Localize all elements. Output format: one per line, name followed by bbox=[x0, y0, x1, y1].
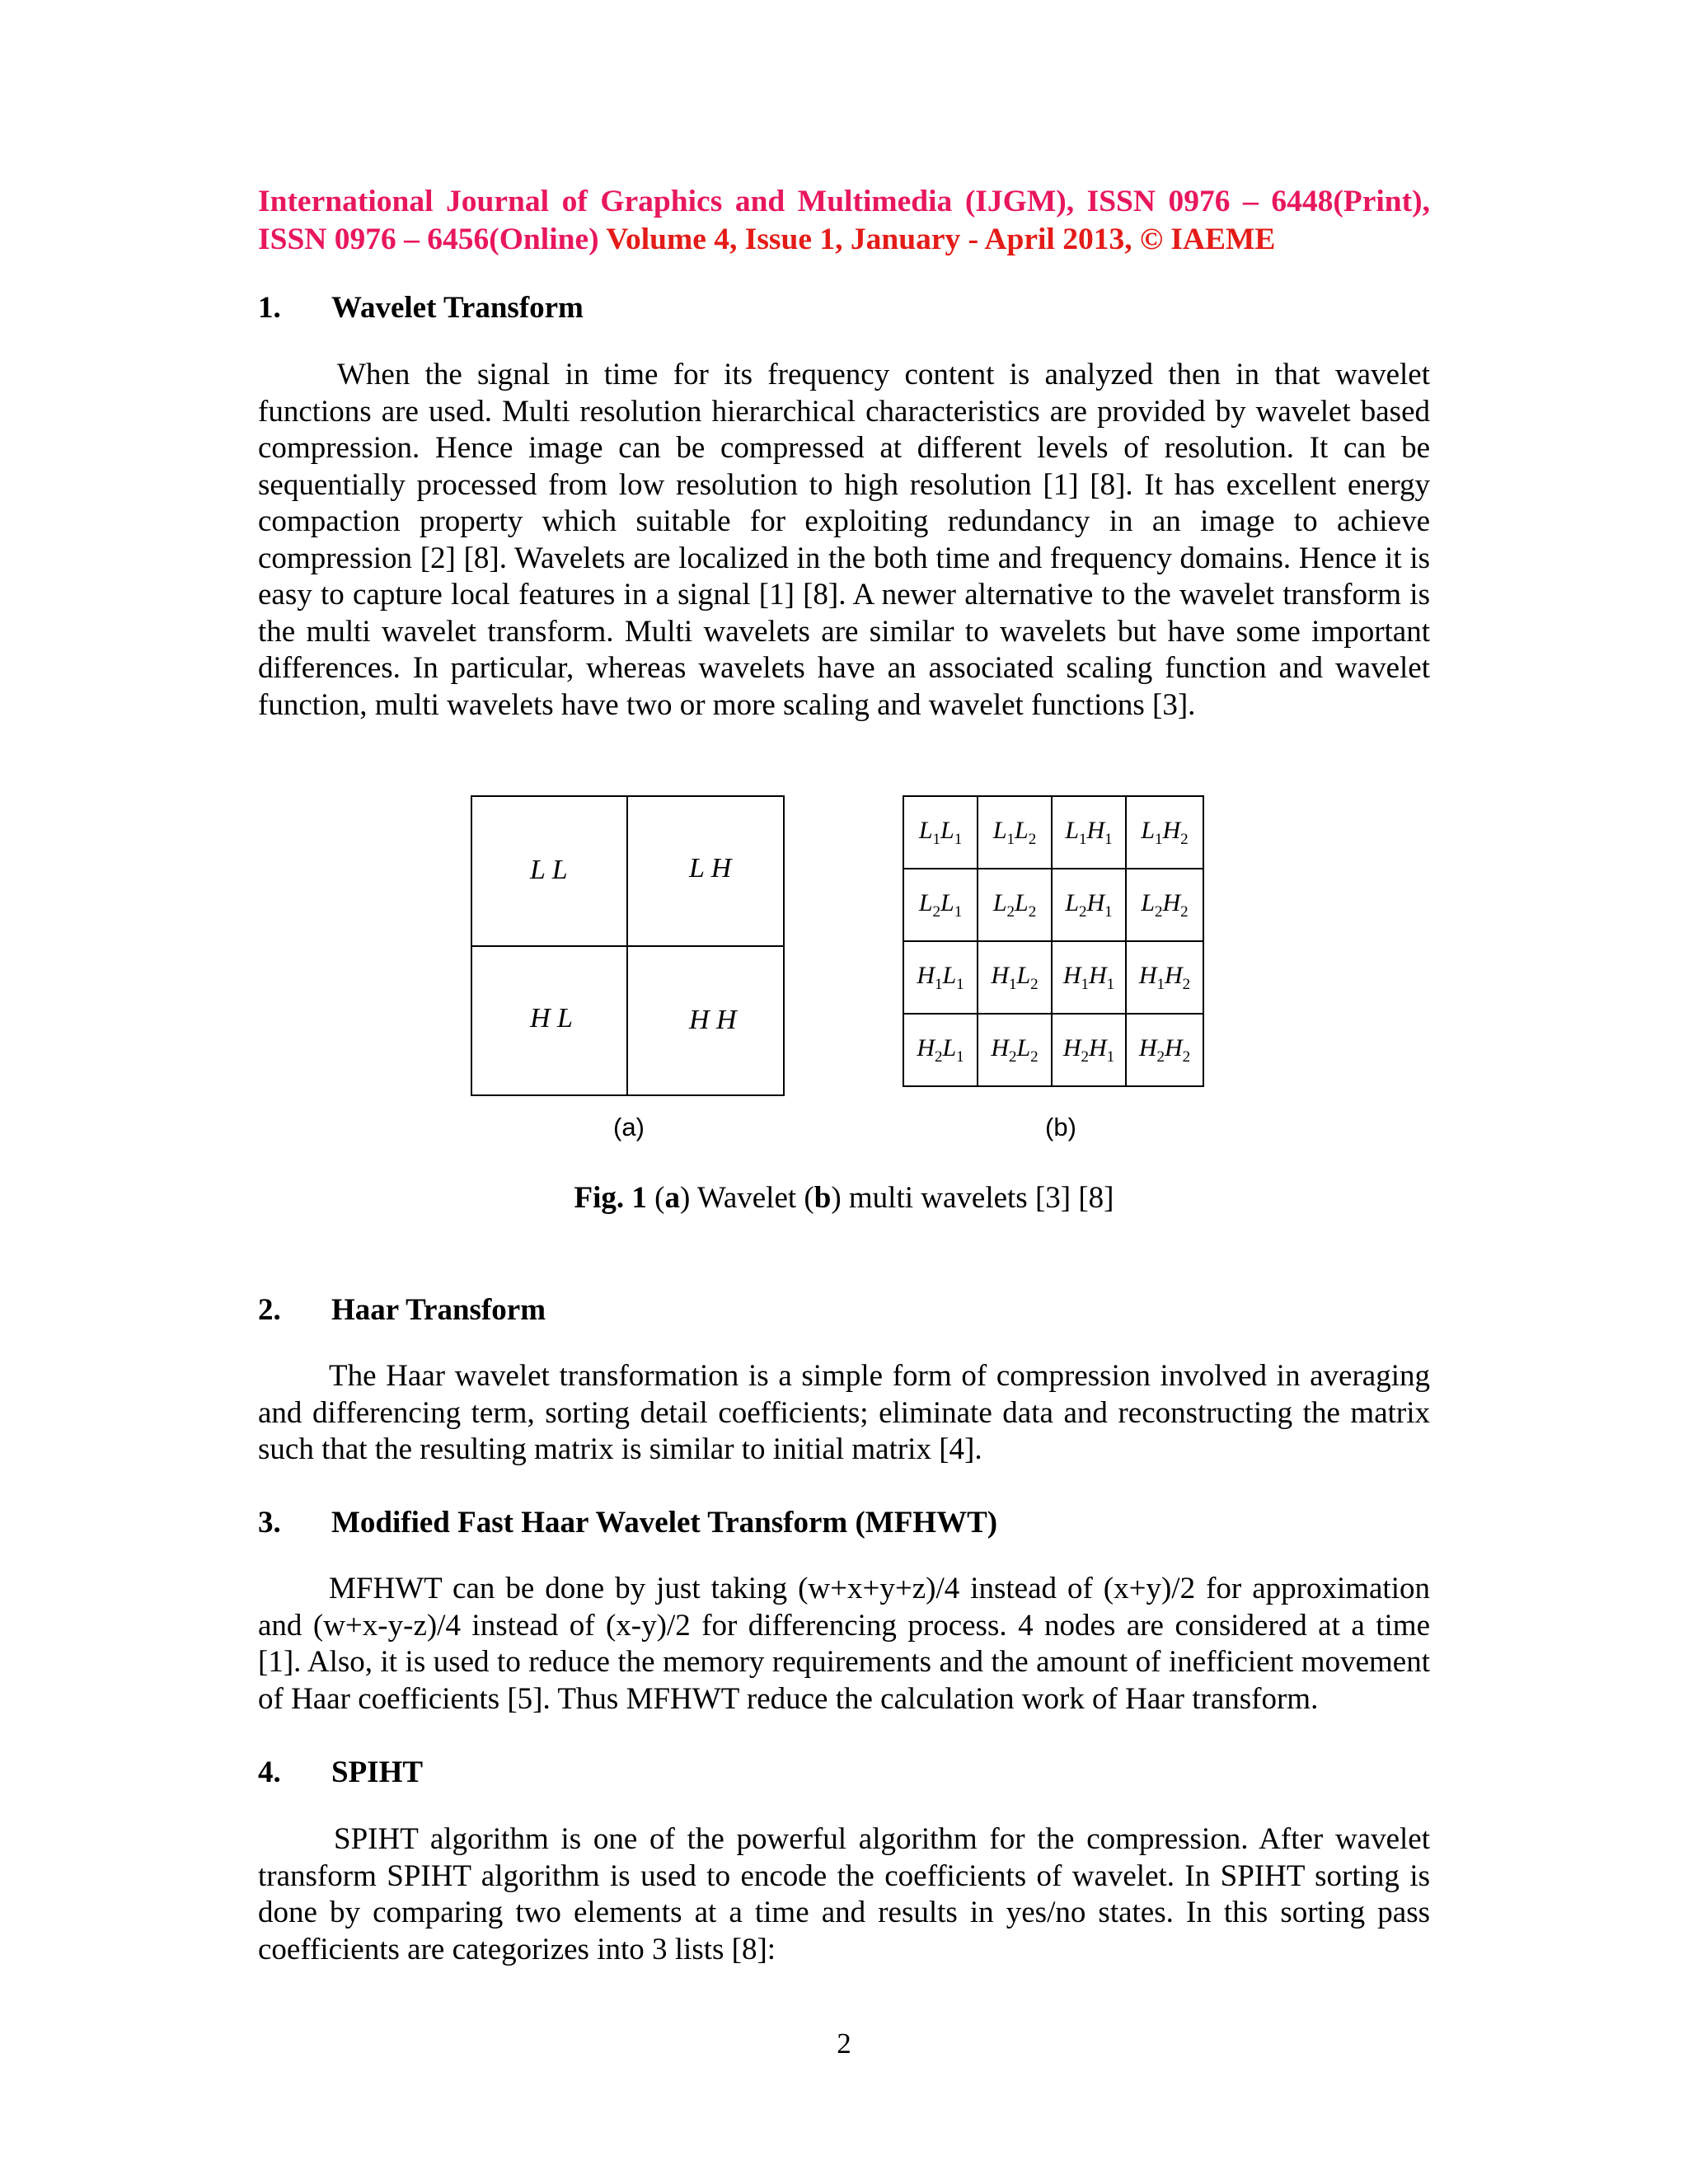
subband-row bbox=[903, 869, 1203, 941]
text-line: function, multi wavelets have two or more scaling and wavelet functions [3]. bbox=[258, 687, 1196, 722]
section-number: 4. bbox=[258, 1755, 281, 1789]
subband-cell: $H_2L_2$ bbox=[978, 1014, 1052, 1086]
section-2-paragraph bbox=[258, 1358, 1430, 1469]
section-4-heading bbox=[258, 1755, 423, 1791]
section-number: 2. bbox=[258, 1293, 281, 1327]
text-line: compression [2] [8]. Wavelets are localized in the both time and frequency domains. Hence it is bbox=[258, 541, 1430, 575]
header-volume: Volume 4, Issue 1, January - April 2013, © IAEME bbox=[606, 223, 1276, 256]
text-line: The Haar wavelet transformation is a simple form of compression involved in averaging bbox=[329, 1359, 1430, 1393]
subband-row bbox=[903, 1014, 1203, 1086]
section-1-heading bbox=[258, 290, 584, 326]
subband-ll: L L bbox=[530, 855, 568, 885]
caption-b: b bbox=[814, 1181, 832, 1215]
subband-cell: $H_1L_1$ bbox=[903, 941, 978, 1014]
figure-caption bbox=[0, 1180, 1688, 1216]
text-line: compression. Hence image can be compressed at different levels of resolution. It can be bbox=[258, 431, 1430, 465]
subband-hl: H L bbox=[530, 1003, 573, 1033]
subband-hh: H H bbox=[689, 1005, 737, 1035]
text-line: functions are used. Multi resolution hierarchical characteristics are provided by wavelet based bbox=[258, 394, 1430, 429]
section-number: 3. bbox=[258, 1506, 281, 1540]
page-number: 2 bbox=[837, 2027, 851, 2060]
caption-fig-number: Fig. 1 bbox=[574, 1181, 647, 1215]
caption-text: ) multi wavelets [3] [8] bbox=[831, 1181, 1114, 1215]
subband-cell: $L_2H_1$ bbox=[1052, 869, 1126, 941]
text-line: differences. In particular, whereas wavelets have an associated scaling function and wavelet bbox=[258, 651, 1430, 685]
text-line: [1]. Also, it is used to reduce the memory requirements and the amount of inefficient movement bbox=[258, 1645, 1430, 1679]
section-1-paragraph bbox=[258, 357, 1430, 724]
text-line: and differencing term, sorting detail coefficients; eliminate data and reconstructing the matrix bbox=[258, 1395, 1430, 1430]
text-line: MFHWT can be done by just taking (w+x+y+z)/4 instead of (x+y)/2 for approximation bbox=[329, 1572, 1430, 1605]
subband-cell: $L_1H_1$ bbox=[1052, 796, 1126, 869]
text-line: done by comparing two elements at a time and results in yes/no states. In this sorting pass bbox=[258, 1896, 1430, 1929]
text-line: compaction property which suitable for exploiting redundancy in an image to achieve bbox=[258, 504, 1430, 538]
wavelet-diagram bbox=[471, 795, 785, 1096]
section-2-heading bbox=[258, 1292, 546, 1329]
text-line: sequentially processed from low resolution to high resolution [1] [8]. It has excellent energy bbox=[258, 467, 1430, 502]
text-line: such that the resulting matrix is similar to initial matrix [4]. bbox=[258, 1432, 982, 1466]
text-line: SPIHT algorithm is one of the powerful algorithm for the compression. After wavelet bbox=[334, 1822, 1430, 1856]
subband-cell: $L_2L_2$ bbox=[978, 869, 1052, 941]
section-3-heading bbox=[258, 1505, 997, 1541]
subband-cell: $H_1H_1$ bbox=[1052, 941, 1126, 1014]
subband-cell: $H_2L_1$ bbox=[903, 1014, 978, 1086]
text-line: of Haar coefficients [5]. Thus MFHWT reduce the calculation work of Haar transform. bbox=[258, 1681, 1319, 1716]
section-title: Haar Transform bbox=[331, 1293, 546, 1327]
journal-header bbox=[258, 183, 1430, 259]
subband-cell: $H_2H_2$ bbox=[1126, 1014, 1203, 1086]
subband-cell: $L_1H_2$ bbox=[1126, 796, 1203, 869]
section-title: SPIHT bbox=[331, 1755, 424, 1789]
subband-cell: $L_1L_1$ bbox=[903, 796, 978, 869]
section-3-paragraph bbox=[258, 1571, 1430, 1718]
subband-lh: L H bbox=[689, 853, 732, 883]
text-line: When the signal in time for its frequency content is analyzed then in that wavelet bbox=[337, 358, 1430, 391]
multiwavelet-diagram bbox=[903, 795, 1204, 1087]
section-title: Wavelet Transform bbox=[331, 291, 584, 325]
text-line: the multi wavelet transform. Multi wavelets are similar to wavelets but have some important bbox=[258, 614, 1430, 649]
subband-cell: $L_2L_1$ bbox=[903, 869, 978, 941]
subband-row bbox=[903, 796, 1203, 869]
section-number: 1. bbox=[258, 291, 281, 325]
subband-cell: $H_1L_2$ bbox=[978, 941, 1052, 1014]
subband-cell: $H_2H_1$ bbox=[1052, 1014, 1126, 1086]
subband-cell: $L_2H_2$ bbox=[1126, 869, 1203, 941]
header-issn-online: ISSN 0976 – 6456(Online) bbox=[258, 223, 599, 256]
caption-text: ) Wavelet ( bbox=[679, 1181, 814, 1215]
subband-cell: $L_1L_2$ bbox=[978, 796, 1052, 869]
section-4-paragraph bbox=[258, 1821, 1430, 1968]
section-title: Modified Fast Haar Wavelet Transform (MFHWT) bbox=[331, 1506, 998, 1540]
caption-a: a bbox=[664, 1181, 680, 1215]
figure-label-a: (a) bbox=[613, 1113, 645, 1141]
text-line: and (w+x-y-z)/4 instead of (x-y)/2 for differencing process. 4 nodes are considered at a time bbox=[258, 1608, 1430, 1643]
header-line-1: International Journal of Graphics and Multimedia (IJGM), ISSN 0976 – 6448(Print), bbox=[258, 185, 1430, 218]
text-line: coefficients are categorizes into 3 lists [8]: bbox=[258, 1932, 776, 1966]
text-line: transform SPIHT algorithm is used to encode the coefficients of wavelet. In SPIHT sorting is bbox=[258, 1858, 1430, 1893]
caption-text: ( bbox=[654, 1181, 665, 1215]
figure-label-b: (b) bbox=[1045, 1113, 1076, 1141]
text-line: easy to capture local features in a signal [1] [8]. A newer alternative to the wavelet transform is bbox=[258, 578, 1430, 612]
subband-row bbox=[903, 941, 1203, 1014]
header-line-2 bbox=[258, 221, 1430, 259]
subband-cell: $H_1H_2$ bbox=[1126, 941, 1203, 1014]
